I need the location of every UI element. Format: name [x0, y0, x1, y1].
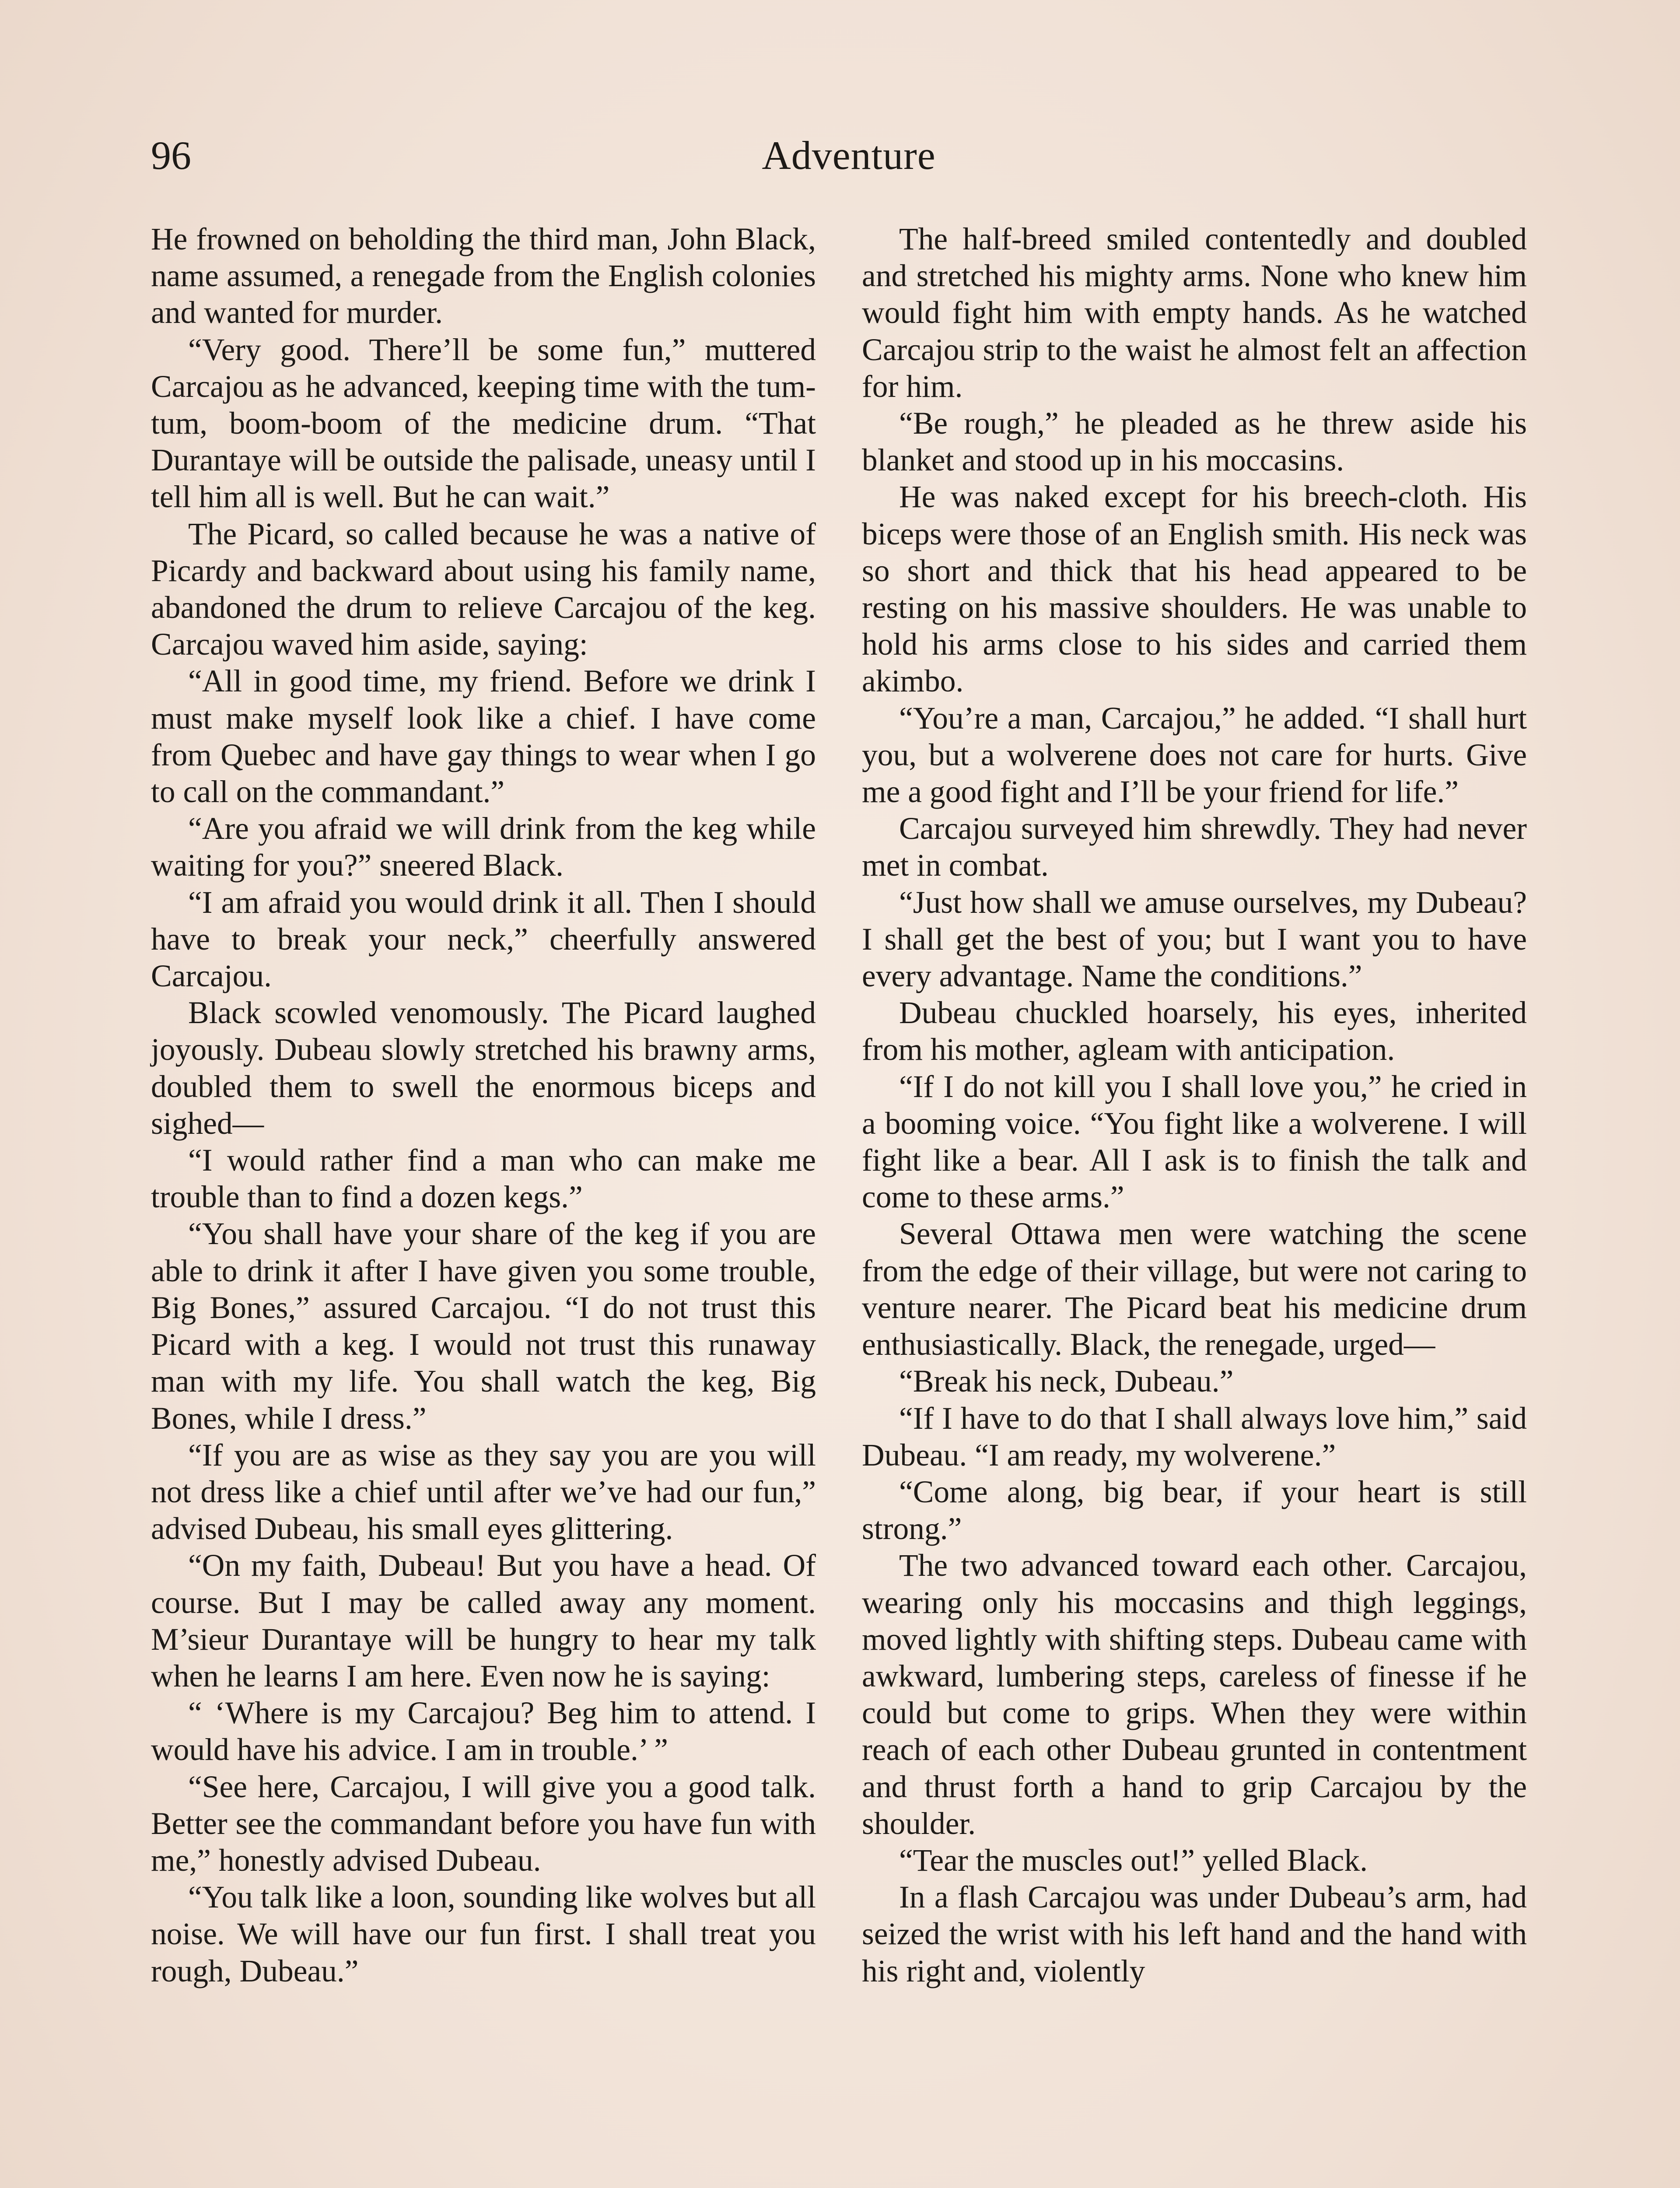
page-number: 96: [151, 133, 191, 178]
paragraph: The half-breed smiled contentedly and doubled and stretched his mighty arms. None who knew him would fight him with empty hands. As he watched Carcajou strip to the waist he almost felt an affection for him.: [862, 222, 1527, 404]
paragraph: The Picard, so called because he was a native of Picardy and backward about using his family name, abandoned the drum to relieve Carcajou of the keg. Carcajou waved him aside, saying:: [151, 516, 816, 662]
paragraph: “You talk like a loon, sounding like wolves but all noise. We will have our fun first. I shall treat you rough, Dubeau.”: [151, 1880, 816, 1988]
paragraph: “Break his neck, Dubeau.”: [899, 1364, 1234, 1399]
paragraph: “Come along, big bear, if your heart is still strong.”: [862, 1474, 1527, 1546]
paragraph: “ ‘Where is my Carcajou? Beg him to attend. I would have his advice. I am in trouble.’ ”: [151, 1696, 816, 1767]
paragraph: “All in good time, my friend. Before we drink I must make myself look like a chief. I have come from Quebec and have gay things to wear when I go to call on the commandant.”: [151, 664, 816, 810]
paragraph: “See here, Carcajou, I will give you a good talk. Better see the commandant before you have fun with me,” honestly advised Dubeau.: [151, 1769, 816, 1878]
paragraph: “Very good. There’ll be some fun,” muttered Carcajou as he advanced, keeping time with the tum-tum, boom-boom of the medicine drum. “That Durantaye will be outside the palisade, uneasy until I tell him all is well. But he can wait.”: [151, 332, 816, 515]
paragraph: “Just how shall we amuse ourselves, my Dubeau? I shall get the best of you; but I want you to have every advantage. Name the conditions.”: [862, 885, 1527, 994]
paragraph: “If you are as wise as they say you are you will not dress like a chief until after we’ve had our fun,” advised Dubeau, his small eyes glittering.: [151, 1438, 816, 1546]
paragraph: The two advanced toward each other. Carcajou, wearing only his moccasins and thigh leggings, moved lightly with shifting steps. Dubeau came with awkward, lumbering steps, careless of finesse if he could but come to grips. When they were within reach of each other Dubeau grunted in contentment and thrust forth a hand to grip Carcajou by the shoulder.: [862, 1548, 1527, 1841]
paragraph: “I am afraid you would drink it all. Then I should have to break your neck,” cheerfully answered Carcajou.: [151, 885, 816, 994]
paragraph: Carcajou surveyed him shrewdly. They had never met in combat.: [862, 811, 1527, 883]
journal-title: Adventure: [762, 133, 936, 178]
paragraph: Several Ottawa men were watching the scene from the edge of their village, but were not caring to venture nearer. The Picard beat his medicine drum enthusiastically. Black, the renegade, urged—: [862, 1217, 1527, 1362]
paragraph: Black scowled venomously. The Picard laughed joyously. Dubeau slowly stretched his brawny arms, doubled them to swell the enormous biceps and sighed—: [151, 996, 816, 1141]
paragraph: “You shall have your share of the keg if you are able to drink it after I have given you some trouble, Big Bones,” assured Carcajou. “I do not trust this Picard with a keg. I would not trust this runaway man with my life. You shall watch the keg, Big Bones, while I dress.”: [151, 1217, 816, 1436]
paragraph: “You’re a man, Carcajou,” he added. “I shall hurt you, but a wolverene does not care for hurts. Give me a good fight and I’ll be your friend for life.”: [862, 701, 1527, 810]
paragraph: “If I do not kill you I shall love you,” he cried in a booming voice. “You fight like a wolverene. I will fight like a bear. All I ask is to finish the talk and come to these arms.”: [862, 1069, 1527, 1215]
paragraph: “Tear the muscles out!” yelled Black.: [899, 1843, 1368, 1878]
paragraph: He frowned on beholding the third man, John Black, name assumed, a renegade from the English colonies and wanted for murder.: [151, 222, 816, 330]
paragraph: “On my faith, Dubeau! But you have a head. Of course. But I may be called away any moment. M’sieur Durantaye will be hungry to hear my talk when he learns I am here. Even now he is saying:: [151, 1548, 816, 1694]
paragraph: In a flash Carcajou was under Dubeau’s arm, had seized the wrist with his left hand and the hand with his right and, violently: [862, 1880, 1527, 1988]
right-column: [862, 221, 1527, 1990]
paragraph: “Be rough,” he pleaded as he threw aside his blanket and stood up in his moccasins.: [862, 406, 1527, 478]
paragraph: “If I have to do that I shall always love him,” said Dubeau. “I am ready, my wolverene.”: [862, 1401, 1527, 1473]
paragraph: He was naked except for his breech-cloth. His biceps were those of an English smith. His neck was so short and thick that his head appeared to be resting on his massive shoulders. He was unable to hold his arms close to his sides and carried them akimbo.: [862, 480, 1527, 699]
running-head: [151, 127, 1547, 193]
paragraph: “I would rather find a man who can make me trouble than to find a dozen kegs.”: [151, 1143, 816, 1215]
paragraph: “Are you afraid we will drink from the keg while waiting for you?” sneered Black.: [151, 811, 816, 883]
left-column: [151, 221, 816, 1990]
paragraph: Dubeau chuckled hoarsely, his eyes, inherited from his mother, agleam with anticipation.: [862, 996, 1527, 1067]
